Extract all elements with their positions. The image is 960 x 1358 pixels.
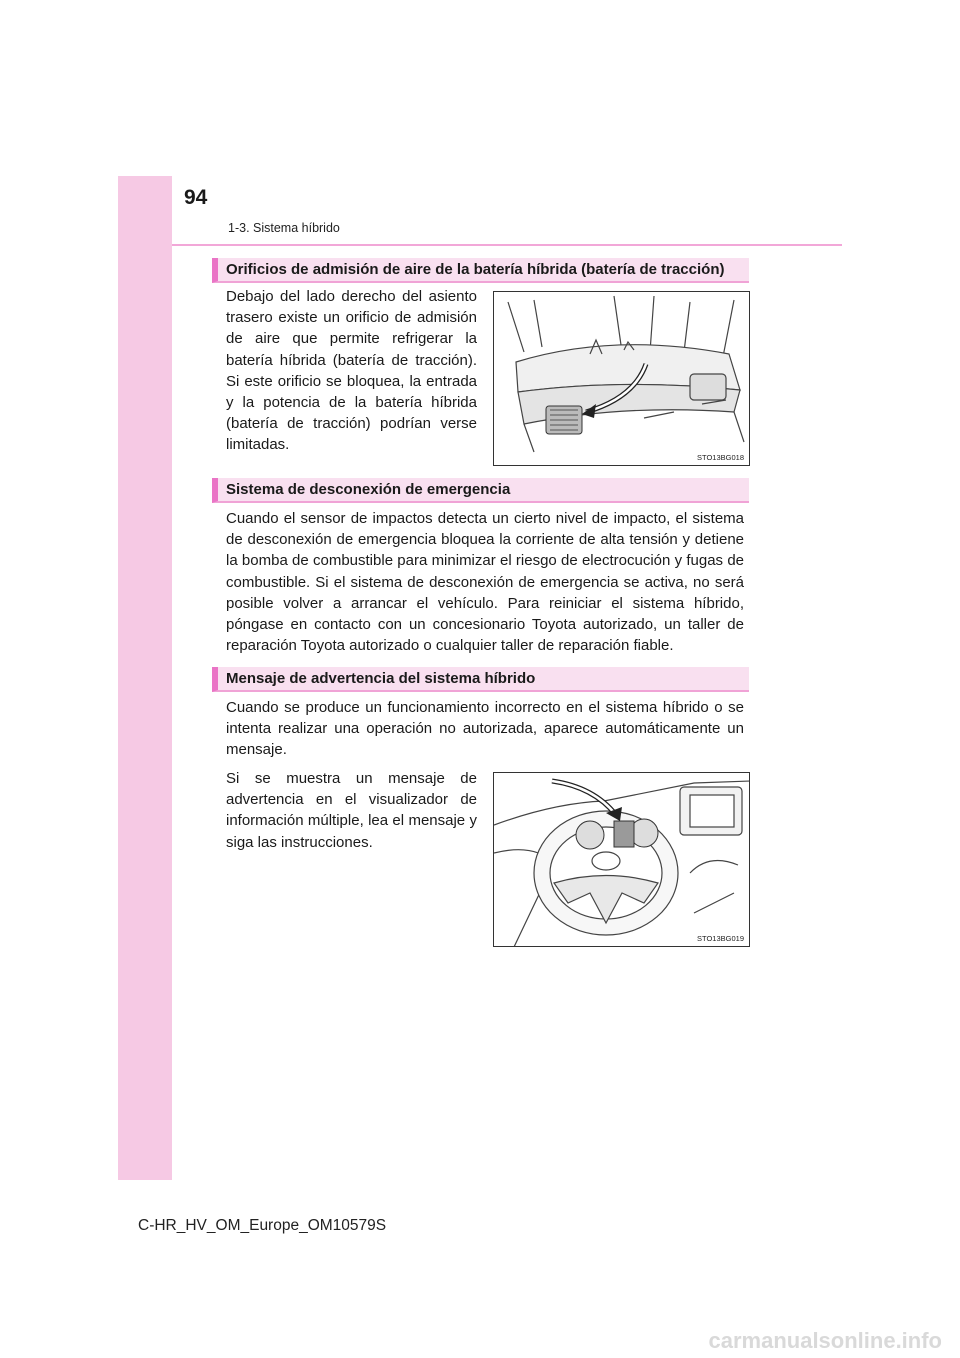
- dashboard-illustration: [494, 773, 750, 947]
- emergency-shutoff-text: Cuando el sensor de impactos detecta un cierto nivel de impacto, el sistema de desconexión de emergencia bloquea la corriente de alta tensión y detiene la bomba de combustible para minimizar el riesgo de electrocución y fugas de combustible. Si el sistema de desconexión de emergencia se activa, no será posible volver a arrancar el vehículo. Para reiniciar el sistema híbrido, póngase en contacto con un concesionario Toyota autorizado, un taller de reparación Toyota autorizado o cualquier taller de reparación fiable.: [226, 510, 744, 655]
- warning-message-instructions: Si se muestra un mensaje de advertencia en el visualizador de información múltiple, lea el mensaje y siga las instrucciones.: [226, 770, 477, 851]
- figure-code: STO13BG019: [697, 934, 744, 943]
- document-footer-id: C-HR_HV_OM_Europe_OM10579S: [138, 1217, 387, 1234]
- watermark: carmanualsonline.info: [708, 1328, 942, 1353]
- figure-dashboard-display: [493, 772, 750, 947]
- figure-code: STO13BG018: [697, 453, 744, 462]
- section-heading-battery-air-intake: Orificios de admisión de aire de la batería híbrida (batería de tracción): [212, 258, 749, 283]
- header-rule: [172, 244, 842, 246]
- section-heading-emergency-shutoff: Sistema de desconexión de emergencia: [212, 478, 749, 503]
- running-head: 1-3. Sistema híbrido: [228, 221, 340, 235]
- warning-message-text: Cuando se produce un funcionamiento incorrecto en el sistema híbrido o se intenta realizar una operación no autorizada, aparece automáticamente un mensaje.: [226, 699, 744, 759]
- section-heading-warning-message: Mensaje de advertencia del sistema híbrido: [212, 667, 749, 692]
- page-number: 94: [184, 186, 208, 209]
- rear-seat-illustration: [494, 292, 750, 466]
- side-tab-band: [118, 176, 172, 1180]
- battery-air-intake-text: Debajo del lado derecho del asiento trasero existe un orificio de admisión de aire que permite refrigerar la batería híbrida (batería de tracción). Si este orificio se bloquea, la entrada y la potencia de la batería híbrida (batería de tracción) podrían verse limitadas.: [226, 288, 477, 454]
- figure-rear-seat-air-intake: [493, 291, 750, 466]
